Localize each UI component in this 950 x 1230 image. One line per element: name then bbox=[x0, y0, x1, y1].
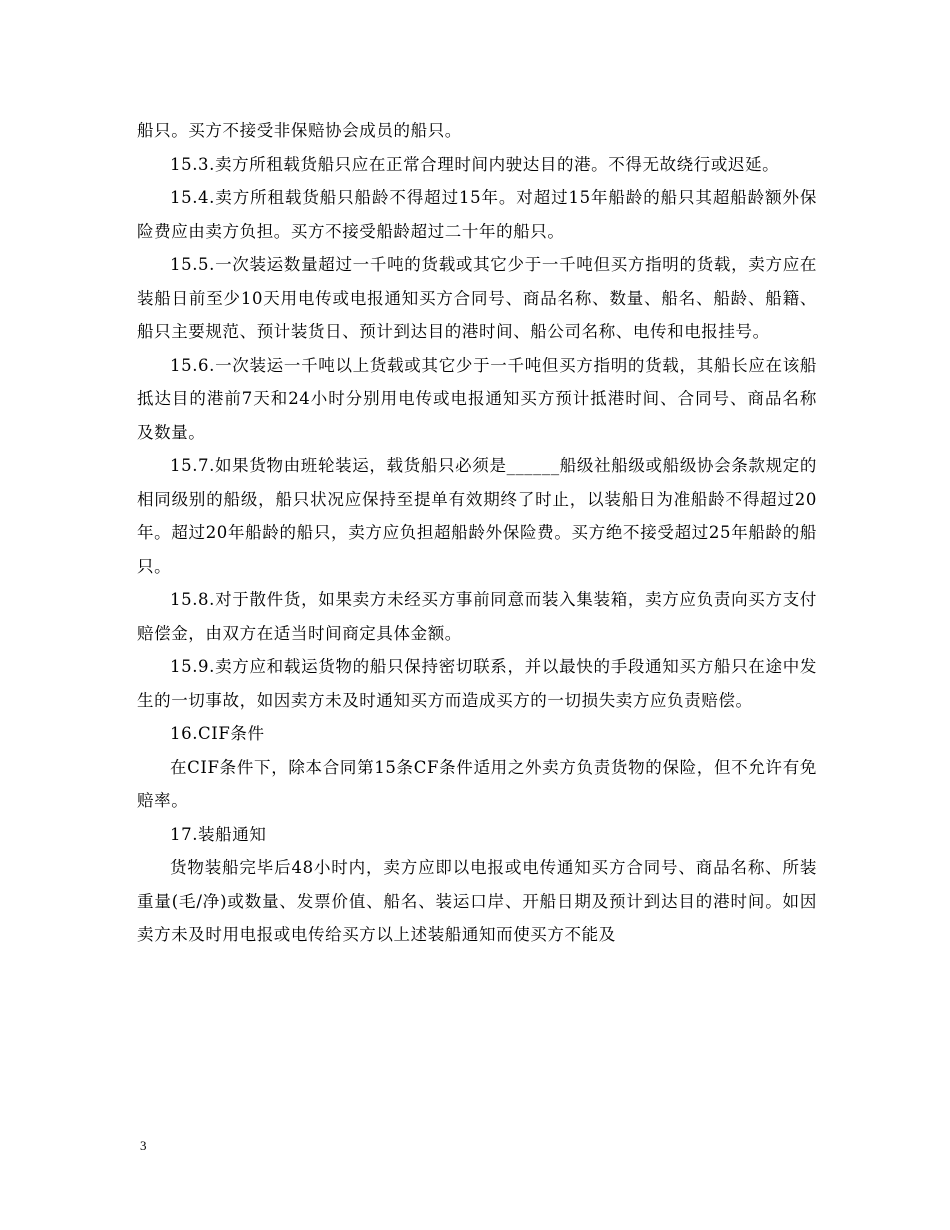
paragraph-continuation: 船只。买方不接受非保赔协会成员的船只。 bbox=[137, 121, 462, 140]
paragraph-15-8: 15.8.对于散件货，如果卖方未经买方事前同意而装入集装箱，卖方应负责向买方支付赔偿金，由双方在适当时间商定具体金额。 bbox=[137, 590, 817, 643]
paragraph-15-6: 15.6.一次装运一千吨以上货载或其它少于一千吨但买方指明的货载，其船长应在该船抵达目的港前7天和24小时分别用电传或电报通知买方预计抵港时间、合同号、商品名称及数量。 bbox=[137, 355, 817, 442]
paragraph-15-4: 15.4.卖方所租载货船只船龄不得超过15年。对超过15年船龄的船只其超船龄额外保险费应由卖方负担。买方不接受船龄超过二十年的船只。 bbox=[137, 188, 817, 241]
paragraph-15-9: 15.9.卖方应和载运货物的船只保持密切联系，并以最快的手段通知买方船只在途中发生的一切事故，如因卖方未及时通知买方而造成买方的一切损失卖方应负责赔偿。 bbox=[137, 657, 817, 710]
paragraph-17-body: 货物装船完毕后48小时内，卖方应即以电报或电传通知买方合同号、商品名称、所装重量(毛/净)或数量、发票价值、船名、装运口岸、开船日期及预计到达目的港时间。如因卖方未及时用电报或电传给买方以上述装船通知而使买方不能及 bbox=[137, 858, 817, 944]
section-heading-17: 17.装船通知 bbox=[170, 824, 267, 844]
paragraph-15-3: 15.3.卖方所租载货船只应在正常合理时间内驶达目的港。不得无故绕行或迟延。 bbox=[170, 154, 780, 174]
section-heading-16: 16.CIF条件 bbox=[170, 724, 265, 743]
paragraph-15-7: 15.7.如果货物由班轮装运，载货船只必须是______船级社船级或船级协会条款规定的相同级别的船级，船只状况应保持至提单有效期终了时止，以装船日为准船龄不得超过20年。超过20年船龄的船只，卖方应负担超船龄外保险费。买方绝不接受超过25年船龄的船只。 bbox=[137, 456, 817, 576]
paragraph-16-body: 在CIF条件下，除本合同第15条CF条件适用之外卖方负责货物的保险，但不允许有免赔率。 bbox=[137, 757, 817, 810]
page-number: 3 bbox=[140, 1138, 147, 1153]
paragraph-15-5: 15.5.一次装运数量超过一千吨的货载或其它少于一千吨但买方指明的货载，卖方应在装船日前至少10天用电传或电报通知买方合同号、商品名称、数量、船名、船龄、船籍、船只主要规范、预计装货日、预计到达目的港时间、船公司名称、电传和电报挂号。 bbox=[137, 255, 817, 341]
document-body bbox=[137, 114, 817, 952]
